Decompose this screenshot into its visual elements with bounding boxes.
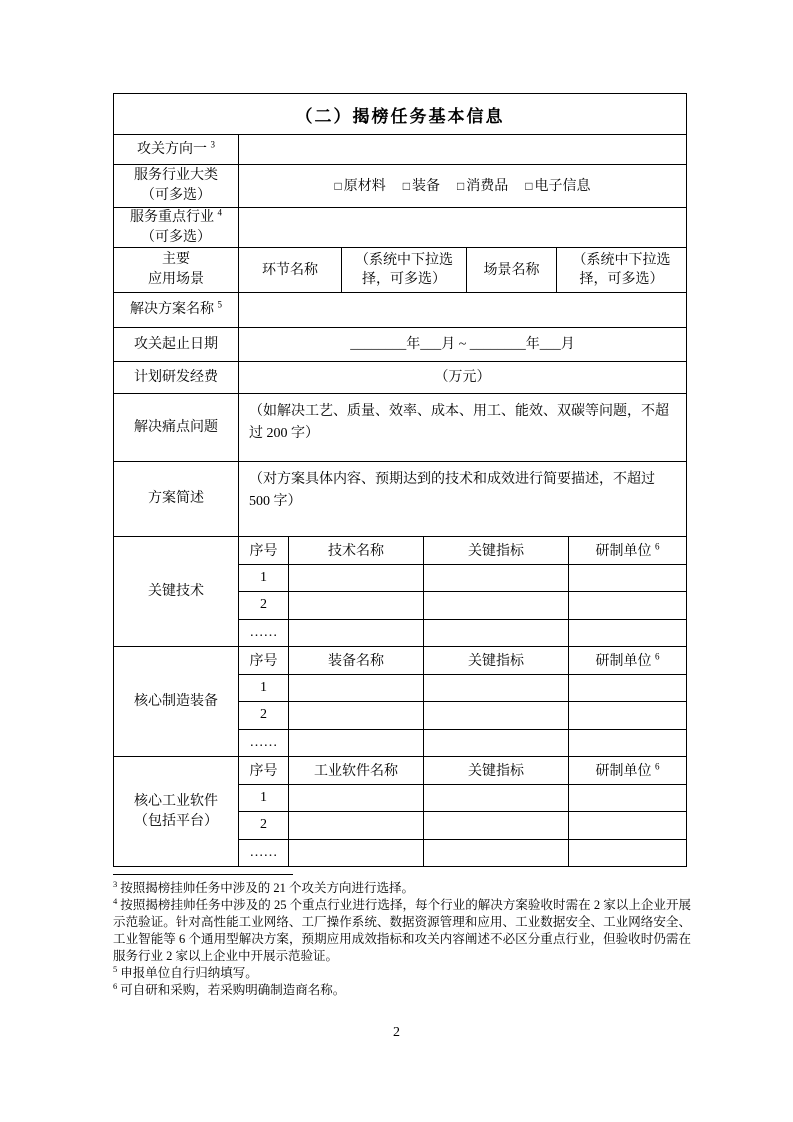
footnote-5: $^5$ 申报单位自行归纳填写。 xyxy=(113,963,258,980)
key-tech-cell[interactable] xyxy=(568,592,686,619)
core-software-label: 核心工业软件 （包括平台） xyxy=(134,793,218,829)
footnote-ref-5: 5 xyxy=(217,299,222,310)
pain-points-label: 解决痛点问题 xyxy=(134,419,218,435)
core-equipment-cell[interactable] xyxy=(423,702,568,729)
task-info-table xyxy=(113,93,687,867)
checkbox-icon: □ xyxy=(402,179,410,193)
summary-label: 方案简述 xyxy=(148,491,204,506)
core-equipment-row-2 xyxy=(238,701,686,729)
page-number: 2 xyxy=(393,1025,400,1040)
row-main-scene xyxy=(114,247,686,292)
row-pain-points xyxy=(114,393,686,461)
date-range-label: 攻关起止日期 xyxy=(134,336,218,352)
footnote-ref-4: 4 xyxy=(217,206,222,217)
core-software-row-more xyxy=(238,839,686,867)
checkbox-consumer-goods[interactable]: □ 消费品 xyxy=(457,178,509,194)
key-tech-label: 关键技术 xyxy=(148,583,204,599)
footnote-4: $^4$ 按照揭榜挂帅任务中涉及的 25 个重点行业进行选择，每个行业的解决方案验收时需在 2 家以上企业开展示范验证。针对高性能工业网络、工厂操作系统、数据资源管理和应用、工业数据安全、工业网络安全、工业智能等 6 个通用型解决方案，预期应用成效指标和攻关内容阐述不必区分重点行业，但验收时仍需在服务行业 2 家以上企业中开展示范验证。 xyxy=(113,895,691,963)
col-header-no: 序号 xyxy=(238,757,288,784)
key-tech-cell[interactable] xyxy=(423,592,568,619)
row-no: …… xyxy=(238,840,288,867)
key-tech-cell[interactable] xyxy=(288,565,423,592)
footnotes xyxy=(113,874,691,999)
col-header-develop-unit: 研制单位 $^6$ xyxy=(568,537,686,564)
core-equipment-cell[interactable] xyxy=(288,702,423,729)
checkbox-icon: □ xyxy=(457,179,465,193)
main-scene-label: 主要 应用场景 xyxy=(148,252,204,287)
key-tech-header-row xyxy=(238,537,686,564)
summary-input-cell[interactable] xyxy=(238,462,686,536)
core-equipment-cell[interactable] xyxy=(568,702,686,729)
key-tech-cell[interactable] xyxy=(288,592,423,619)
service-category-options-cell xyxy=(238,165,686,207)
core-equipment-row-more xyxy=(238,729,686,757)
row-no: 1 xyxy=(238,675,288,702)
core-equipment-cell[interactable] xyxy=(288,675,423,702)
key-tech-cell[interactable] xyxy=(288,620,423,647)
col-header-key-indicator: 关键指标 xyxy=(423,757,568,784)
row-no: 2 xyxy=(238,812,288,839)
row-no: 1 xyxy=(238,565,288,592)
core-software-row-1 xyxy=(238,784,686,812)
checkbox-equipment[interactable]: □ 装备 xyxy=(402,178,440,194)
col-header-tech-name: 技术名称 xyxy=(288,537,423,564)
solution-name-label: 解决方案名称 $^5$ xyxy=(130,299,222,317)
core-equipment-label: 核心制造装备 xyxy=(134,693,218,709)
table-title: （二）揭榜任务基本信息 xyxy=(295,106,505,126)
link-name-label: 环节名称 xyxy=(238,248,341,292)
footnote-3: $^3$ 按照揭榜挂帅任务中涉及的 21 个攻关方向进行选择。 xyxy=(113,878,415,895)
col-header-develop-unit: 研制单位 $^6$ xyxy=(568,647,686,674)
footnote-6: $^6$ 可自研和采购，若采购明确制造商名称。 xyxy=(113,980,346,997)
row-no: …… xyxy=(238,730,288,757)
core-equipment-cell[interactable] xyxy=(423,675,568,702)
col-header-key-indicator: 关键指标 xyxy=(423,647,568,674)
checkbox-electronic-info[interactable]: □ 电子信息 xyxy=(525,178,591,194)
col-header-no: 序号 xyxy=(238,647,288,674)
row-no: 2 xyxy=(238,592,288,619)
core-software-row-2 xyxy=(238,811,686,839)
core-equipment-cell[interactable] xyxy=(568,675,686,702)
section-key-tech xyxy=(114,536,686,646)
core-equipment-row-1 xyxy=(238,674,686,702)
link-dropdown-cell[interactable]: （系统中下拉选择，可多选） xyxy=(341,248,466,292)
footnote-ref-6: 6 xyxy=(655,761,660,772)
summary-hint: （对方案具体内容、预期达到的技术和成效进行简要描述，不超过 500 字） xyxy=(249,472,655,509)
row-direction xyxy=(114,134,686,164)
section-core-equipment xyxy=(114,646,686,756)
budget-label: 计划研发经费 xyxy=(134,369,218,385)
core-software-cell[interactable] xyxy=(568,812,686,839)
footnote-ref-6: 6 xyxy=(655,651,660,662)
pain-points-input-cell[interactable] xyxy=(238,394,686,461)
key-industry-input-cell[interactable] xyxy=(238,208,686,247)
row-solution-name xyxy=(114,292,686,327)
solution-name-input-cell[interactable] xyxy=(238,293,686,327)
core-software-cell[interactable] xyxy=(423,840,568,867)
col-header-key-indicator: 关键指标 xyxy=(423,537,568,564)
row-no: …… xyxy=(238,620,288,647)
col-header-no: 序号 xyxy=(238,537,288,564)
col-header-develop-unit: 研制单位 $^6$ xyxy=(568,757,686,784)
core-software-cell[interactable] xyxy=(568,785,686,812)
direction-input-cell[interactable] xyxy=(238,135,686,164)
key-tech-row-2 xyxy=(238,591,686,619)
scene-name-label: 场景名称 xyxy=(466,248,556,292)
row-no: 2 xyxy=(238,702,288,729)
footnote-ref-3: 3 xyxy=(210,138,215,149)
core-software-cell[interactable] xyxy=(423,785,568,812)
row-date-range xyxy=(114,327,686,361)
key-tech-cell[interactable] xyxy=(423,565,568,592)
checkbox-raw-materials[interactable]: □ 原材料 xyxy=(334,178,386,194)
col-header-equipment-name: 装备名称 xyxy=(288,647,423,674)
row-no: 1 xyxy=(238,785,288,812)
row-service-category xyxy=(114,164,686,207)
section-core-software xyxy=(114,756,686,866)
pain-points-hint: （如解决工艺、质量、效率、成本、用工、能效、双碳等问题，不超过 200 字） xyxy=(249,404,669,441)
core-software-cell[interactable] xyxy=(288,812,423,839)
service-category-label: 服务行业大类 （可多选） xyxy=(134,168,218,203)
checkbox-icon: □ xyxy=(525,179,533,193)
footnote-separator xyxy=(113,874,293,875)
scene-dropdown-cell[interactable]: （系统中下拉选择，可多选） xyxy=(556,248,686,292)
key-tech-row-more xyxy=(238,619,686,647)
key-tech-row-1 xyxy=(238,564,686,592)
options-row xyxy=(335,177,591,196)
core-software-cell[interactable] xyxy=(288,840,423,867)
core-software-cell[interactable] xyxy=(288,785,423,812)
direction-label: 攻关方向一 $^3$ xyxy=(137,138,215,157)
core-software-cell[interactable] xyxy=(423,812,568,839)
key-tech-cell[interactable] xyxy=(568,565,686,592)
row-summary xyxy=(114,461,686,536)
row-key-industry xyxy=(114,207,686,247)
core-equipment-header-row xyxy=(238,647,686,674)
core-equipment-cell[interactable] xyxy=(568,730,686,757)
core-equipment-cell[interactable] xyxy=(288,730,423,757)
row-budget xyxy=(114,361,686,393)
budget-input-cell[interactable]: （万元） xyxy=(238,362,686,393)
checkbox-icon: □ xyxy=(334,179,342,193)
key-tech-cell[interactable] xyxy=(568,620,686,647)
col-header-software-name: 工业软件名称 xyxy=(288,757,423,784)
key-industry-label: 服务重点行业 $^4$ （可多选） xyxy=(130,206,222,245)
key-tech-cell[interactable] xyxy=(423,620,568,647)
footnote-ref-6: 6 xyxy=(655,541,660,552)
core-software-header-row xyxy=(238,757,686,784)
core-equipment-cell[interactable] xyxy=(423,730,568,757)
date-range-input-cell[interactable]: ________年___月 ~ ________年___月 xyxy=(238,328,686,361)
core-software-cell[interactable] xyxy=(568,840,686,867)
